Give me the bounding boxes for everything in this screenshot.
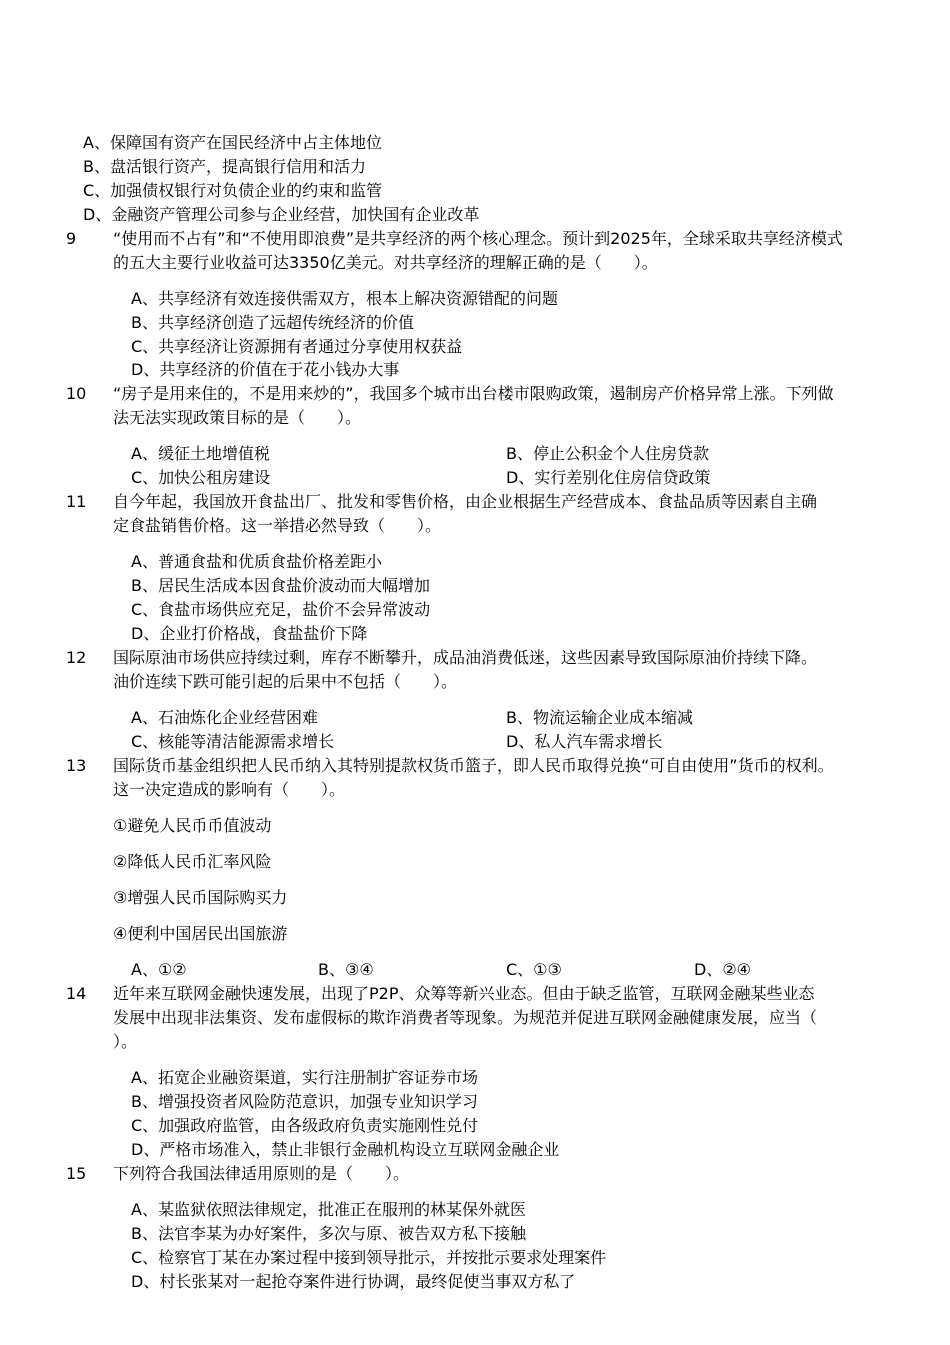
question-10-stem-line-1: “房子是用来住的，不是用来炒的”，我国多个城市出台楼市限购政策，遏制房产价格异常上涨。下列做 <box>113 384 834 403</box>
question-15-option-c: C、检察官丁某在办案过程中接到领导批示，并按批示要求处理案件 <box>131 1248 607 1267</box>
question-12-option-a: A、石油炼化企业经营困难 <box>131 708 318 727</box>
question-13-option-d: D、②④ <box>694 960 752 979</box>
question-14-option-c: C、加强政府监管，由各级政府负责实施刚性兑付 <box>131 1116 479 1135</box>
question-15-option-b: B、法官李某为办好案件，多次与原、被告双方私下接触 <box>131 1224 526 1243</box>
question-11-option-a: A、普通食盐和优质食盐价格差距小 <box>131 552 382 571</box>
question-13-item-2: ②降低人民币汇率风险 <box>113 852 272 871</box>
question-number-9: 9 <box>66 229 77 248</box>
question-13-option-b: B、③④ <box>318 960 374 979</box>
question-10-option-c: C、加快公租房建设 <box>131 468 271 487</box>
question-number-11: 11 <box>66 492 87 511</box>
question-14-stem-line-2: 发展中出现非法集资、发布虚假标的欺诈消费者等现象。为规范并促进互联网金融健康发展，应当（ <box>113 1008 818 1027</box>
question-9-stem-line-2: 的五大主要行业收益可达3350亿美元。对共享经济的理解正确的是（ ）。 <box>113 253 658 272</box>
question-10-option-b: B、停止公积金个人住房贷款 <box>506 444 709 463</box>
question-9-stem-line-1: “使用而不占有”和“不使用即浪费”是共享经济的两个核心理念。预计到2025年，全球采取共享经济模式 <box>113 229 843 248</box>
question-number-10: 10 <box>66 384 87 403</box>
question-9-option-b: B、共享经济创造了远超传统经济的价值 <box>131 313 414 332</box>
question-13-item-3: ③增强人民币国际购买力 <box>113 888 288 907</box>
prev-option-b: B、盘活银行资产，提高银行信用和活力 <box>83 157 366 176</box>
question-11-stem-line-1: 自今年起，我国放开食盐出厂、批发和零售价格，由企业根据生产经营成本、食盐品质等因素自主确 <box>113 492 818 511</box>
question-11-option-b: B、居民生活成本因食盐价波动而大幅增加 <box>131 576 430 595</box>
question-11-option-c: C、食盐市场供应充足，盐价不会异常波动 <box>131 600 431 619</box>
prev-option-d: D、金融资产管理公司参与企业经营，加快国有企业改革 <box>83 205 480 224</box>
question-10-stem-line-2: 法无法实现政策目标的是（ ）。 <box>113 408 362 427</box>
question-15-option-a: A、某监狱依照法律规定，批准正在服刑的林某保外就医 <box>131 1200 526 1219</box>
question-number-12: 12 <box>66 648 87 667</box>
question-13-option-a: A、①② <box>131 960 187 979</box>
question-14-option-b: B、增强投资者风险防范意识，加强专业知识学习 <box>131 1092 478 1111</box>
question-11-option-d: D、企业打价格战，食盐盐价下降 <box>131 624 368 643</box>
question-15-option-d: D、村长张某对一起抢夺案件进行协调，最终促使当事双方私了 <box>131 1272 576 1291</box>
prev-option-c: C、加强债权银行对负债企业的约束和监管 <box>83 181 383 200</box>
question-13-option-c: C、①③ <box>506 960 562 979</box>
question-9-option-d: D、共享经济的价值在于花小钱办大事 <box>131 360 400 379</box>
question-13-stem-line-2: 这一决定造成的影响有（ ）。 <box>113 780 346 799</box>
question-13-item-1: ①避免人民币币值波动 <box>113 816 272 835</box>
question-13-stem-line-1: 国际货币基金组织把人民币纳入其特别提款权货币篮子，即人民币取得兑换“可自由使用”货币的权利。 <box>113 756 834 775</box>
question-14-stem-line-3: ）。 <box>113 1032 138 1051</box>
question-number-14: 14 <box>66 984 87 1003</box>
question-10-option-a: A、缓征土地增值税 <box>131 444 270 463</box>
question-14-option-d: D、严格市场准入，禁止非银行金融机构设立互联网金融企业 <box>131 1140 560 1159</box>
question-12-option-b: B、物流运输企业成本缩减 <box>506 708 693 727</box>
question-10-option-d: D、实行差别化住房信贷政策 <box>506 468 711 487</box>
question-number-15: 15 <box>66 1164 87 1183</box>
question-15-stem-line-1: 下列符合我国法律适用原则的是（ ）。 <box>113 1164 410 1183</box>
question-14-stem-line-1: 近年来互联网金融快速发展，出现了P2P、众筹等新兴业态。但由于缺乏监管，互联网金融某些业态 <box>113 984 815 1003</box>
question-11-stem-line-2: 定食盐销售价格。这一举措必然导致（ ）。 <box>113 516 442 535</box>
question-number-13: 13 <box>66 756 87 775</box>
question-12-option-c: C、核能等清洁能源需求增长 <box>131 732 335 751</box>
question-12-option-d: D、私人汽车需求增长 <box>506 732 663 751</box>
question-13-item-4: ④便利中国居民出国旅游 <box>113 924 288 943</box>
question-9-option-c: C、共享经济让资源拥有者通过分享使用权获益 <box>131 337 463 356</box>
question-12-stem-line-2: 油价连续下跌可能引起的后果中不包括（ ）。 <box>113 672 458 691</box>
question-12-stem-line-1: 国际原油市场供应持续过剩，库存不断攀升，成品油消费低迷，这些因素导致国际原油价持续下降。 <box>113 648 818 667</box>
prev-option-a: A、保障国有资产在国民经济中占主体地位 <box>83 133 382 152</box>
question-14-option-a: A、拓宽企业融资渠道，实行注册制扩容证券市场 <box>131 1068 478 1087</box>
question-9-option-a: A、共享经济有效连接供需双方，根本上解决资源错配的问题 <box>131 289 558 308</box>
